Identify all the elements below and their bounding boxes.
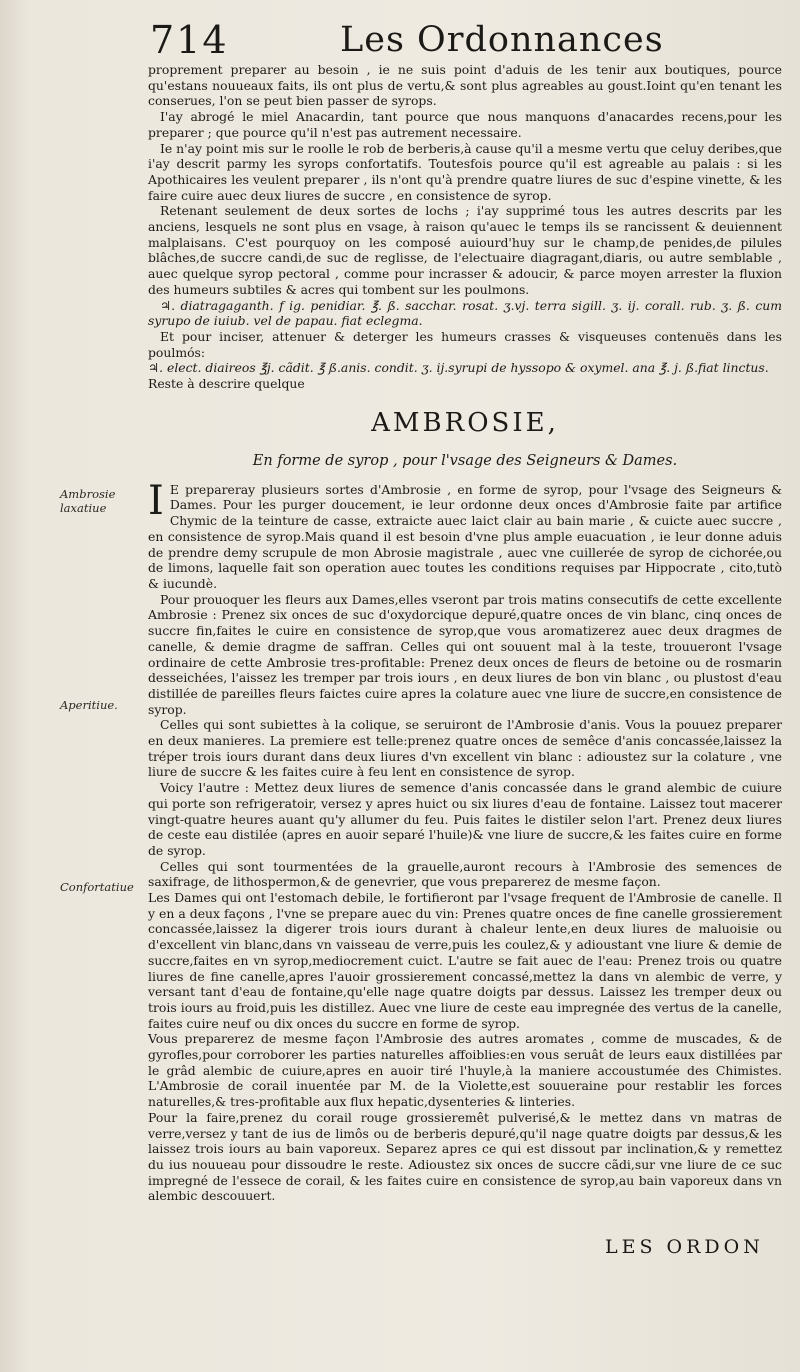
page-number: 714	[150, 18, 229, 62]
paragraph: Vous preparerez de mesme façon l'Ambrosie des autres aromates , comme de muscades, & de gyrofles,pour corroborer les parties naturelles affoiblies:en vous seruât de leurs eaux distillées par le grâd alembic de cuiure,apres en auoir tiré l'huyle,à la maniere accoustumée des Chimistes. L'Ambrosie de corail inuentée par M. de la Violette,est souueraine pour restablir les forces naturelles,& tres-profitable aux flux hepatic,dysenteries & linteries.	[148, 1031, 782, 1110]
margin-note-laxatiue: Ambrosie laxatiue	[60, 487, 116, 515]
running-title: Les Ordonnances	[340, 20, 664, 60]
drop-cap: I	[148, 477, 164, 524]
paragraph: I'ay abrogé le miel Anacardin, tant pource que nous manquons d'anacardes recens,pour les preparer ; que pource qu'il n'est pas autrement necessaire.	[148, 109, 782, 140]
paragraph: proprement preparer au besoin , ie ne suis point d'aduis de les tenir aux boutiques, pource qu'estans nouueaux faits, ils ont plus de vertu,& sont plus agreables au goust.Ioint qu'en tenant les conserues, l'on se peut bien passer de syrops.	[148, 62, 782, 109]
paragraph: Reste à descrire quelque	[148, 376, 305, 392]
paragraph: Pour prouoquer les fleurs aux Dames,elles vseront par trois matins consecutifs de cette excellente Ambrosie : Prenez six onces de suc d'oxydorcique depuré,quatre onces de vin blanc, cinq onces de succre fin,faites le cuire en consistence de syrop,que vous aromatizerez auec deux dragmes de canelle, & demie dragme de saffran. Celles qui ont souuent mal à la teste, trouueront l'vsage ordinaire de cette Ambrosie tres-profitable: Prenez deux onces de fleurs de betoine ou de rosmarin desseichées, l'aissez les tremper par trois iours , en deux liures de bon vin blanc , ou plustost d'eau distillée de pareilles fleurs faictes cuire apres la colature auec vne liure de succre,en consistence de syrop.	[148, 591, 782, 717]
paragraph: Celles qui sont subiettes à la colique, se seruiront de l'Ambrosie d'anis. Vous la pouuez preparer en deux manieres. La premiere est telle:prenez quatre onces de semêce d'anis concassée,laissez la tréper trois iours durant dans deux liures d'vn excellent vin blanc : adioustez sur la colature , vne liure de succre & les faites cuire à feu lent en consistence de syrop.	[148, 717, 782, 780]
recipe: ♃. diatragaganth. f ig. penidiar. ℥. ß. sacchar. rosat. ʒ.vj. terra sigill. ʒ. ij. corall. rub. ʒ. ß. cum syrupo de iuiub. vel de papau. fiat eclegma.	[148, 297, 782, 329]
text-body	[148, 62, 782, 1204]
paragraph: Celles qui sont tourmentées de la grauelle,auront recours à l'Ambrosie des semences de saxifrage, de lithospermon,& de genevrier, que vous preparerez de mesme façon.	[148, 858, 782, 890]
paragraph: Et pour inciser, attenuer & deterger les humeurs crasses & visqueuses contenuës dans les poulmós:	[148, 328, 782, 360]
paragraph: Ie n'ay point mis sur le roolle le rob de berberis,à cause qu'il a mesme vertu que celuy deribes,que i'ay descrit parmy les syrops confortatifs. Toutesfois pource qu'il est agreable au palais : si les Apothicaires les veulent preparer , ils n'ont qu'à prendre quatre liures de suc d'espine vinette, & les faire cuire auec deux liures de succre , en consistence de syrop.	[148, 140, 782, 203]
section-heading: AMBROSIE,	[371, 407, 559, 438]
paragraph: Les Dames qui ont l'estomach debile, le fortifieront par l'vsage frequent de l'Ambrosie de canelle. Il y en a deux façons , l'vne se prepare auec du vin: Prenes quatre onces de fine canelle grossierement concassée,laissez la digerer trois iours durant à chaleur lente,en deux liures de maluoisie ou d'excellent vin blanc,dans vn vaisseau de verre,puis les coulez,& y adioustant vne liure & demie de succre,faites en vn syrop,mediocrement cuict. L'autre se fait auec de l'eau: Prenez trois ou quatre liures de fine canelle,apres l'auoir grossierement concassé,mettez la dans vn alembic de verre, y versant tant d'eau de fontaine,qu'elle nage quatre doigts par dessus. Laissez les tremper deux ou trois iours au froid,puis les distillez. Auec vne liure de ceste eau impregnée des vertus de la canelle, faites cuire neuf ou dix onces du succre en forme de syrop.	[148, 890, 782, 1031]
paragraph: Retenant seulement de deux sortes de lochs ; i'ay supprimé tous les autres descrits par les anciens, lesquels ne sont plus en vsage, à raison qu'auec le temps ils se rancissent & deuiennent malplaisans. C'est pourquoy on les composé auiourd'huy sur le champ,de penides,de pilules blâches,de succre candi,de suc de reglisse, de l'electuaire diagragant,diaris, ou autre semblable , auec quelque syrop pectoral , comme pour incrasser & adoucir, & parce moyen arrester la fluxion des humeurs subtiles & acres qui tombent sur les poulmons.	[148, 203, 782, 297]
page-header	[150, 18, 770, 66]
paragraph-text: E prepareray plusieurs sortes d'Ambrosie , en forme de syrop, pour l'vsage des Seigneurs & Dames. Pour les purger doucement, ie leur ordonne deux onces d'Ambrosie faite par artifice Chymic de la teinture de casse, extraicte auec laict clair au bain marie , & cuicte auec succre , en consistence de syrop.Mais quand il est besoin d'vne plus ample euacuation , ie leur donne aduis de prendre demy scrupule de mon Abrosie magistrale , auec vne cuillerée de syrop de cichorée,ou de limons, laquelle fait son operation auec toutes les conditions requises par Hippocrate , cito,tutò & iucundè.	[148, 481, 782, 591]
margin-note-confortatiue: Confortatiue	[60, 880, 134, 894]
recipe: ♃. elect. diaireos ℥j. cãdit. ℥ ß.anis. condit. ʒ. ij.syrupi de hyssopo & oxymel. ana ℥. j. ß.fiat linctus.	[148, 360, 769, 376]
paragraph	[148, 477, 782, 592]
paragraph: Voicy l'autre : Mettez deux liures de semence d'anis concassée dans le grand alembic de cuiure qui porte son refrigeratoir, versez y apres huict ou six liures d'eau de fontaine. Laissez tout macerer vingt-quatre heures auant qu'y allumer du feu. Puis faites le distiler selon l'art. Prenez deux liures de ceste eau distilée (apres en auoir separé l'huile)& vne liure de succre,& les faites cuire en forme de syrop.	[148, 780, 782, 858]
catchword: LES ORDON	[605, 1236, 764, 1258]
section-subheading: En forme de syrop , pour l'vsage des Seigneurs & Dames.	[252, 452, 678, 469]
paragraph: Pour la faire,prenez du corail rouge grossieremêt pulverisé,& le mettez dans vn matras de verre,versez y tant de ius de limôs ou de berberis depuré,qu'il nage quatre doigts par dessus,& les laissez trois iours au bain vaporeux. Separez apres ce qui est dissout par inclination,& y remettez du ius nouueau pour dissoudre le reste. Adioustez six onces de succre cãdi,sur vne liure de ce suc impregné de l'essece de corail, & les faites cuire en consistence de syrop,au bain vaporeux dans vn alembic descouuert.	[148, 1109, 782, 1204]
margin-note-aperitiue: Aperitiue.	[60, 698, 118, 712]
